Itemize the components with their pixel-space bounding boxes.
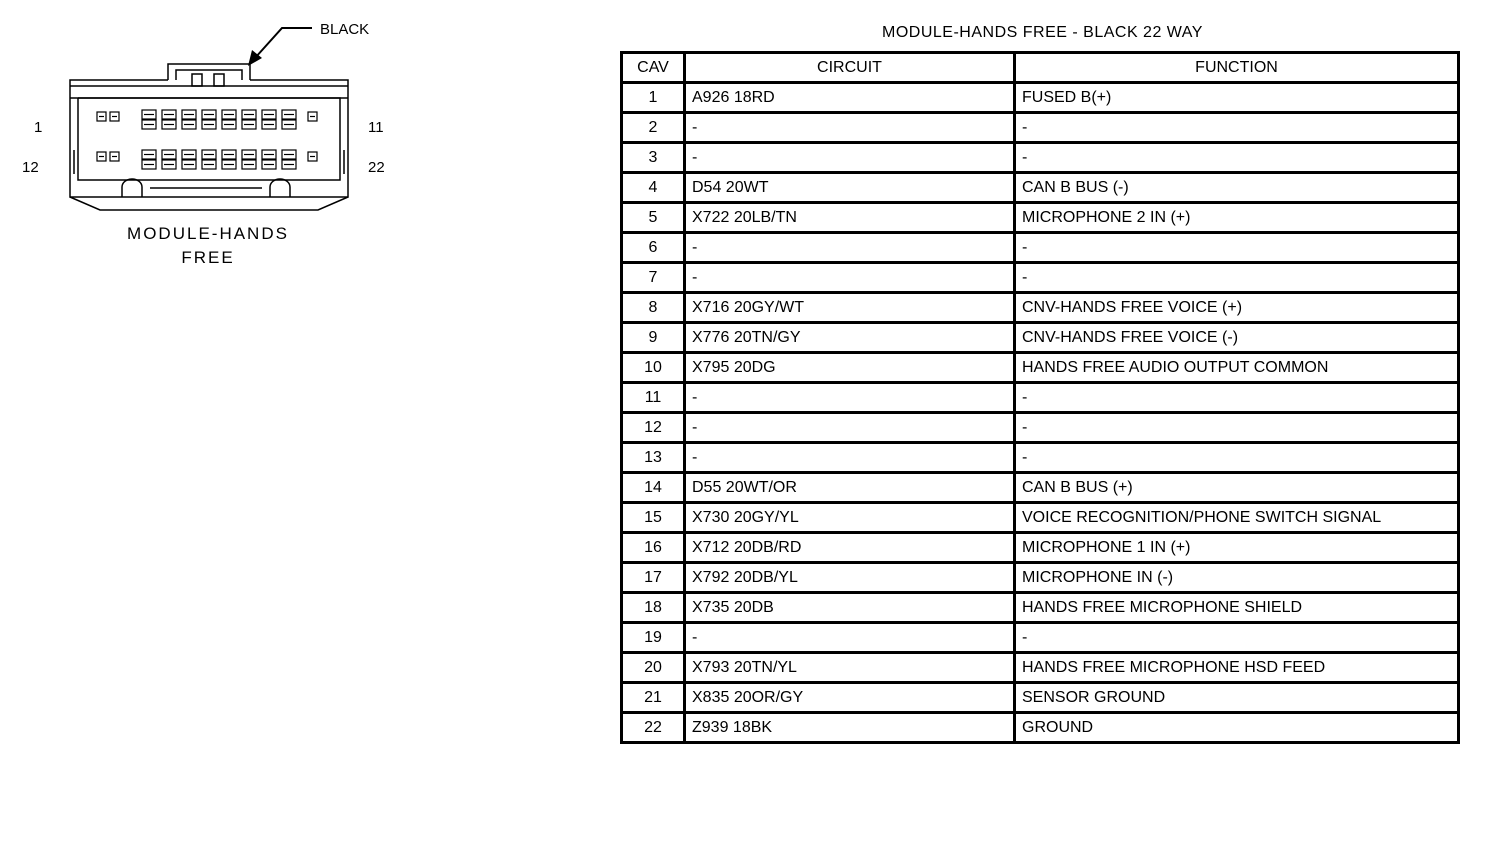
table-row: [622, 203, 1459, 233]
table-row: [622, 353, 1459, 383]
color-label: BLACK: [320, 21, 370, 38]
cell-circuit: Z939 18BK: [685, 713, 1015, 743]
cell-circuit: X712 20DB/RD: [685, 533, 1015, 563]
cell-function: -: [1015, 413, 1459, 443]
cell-circuit: X795 20DG: [685, 353, 1015, 383]
cell-cav: 11: [622, 383, 685, 413]
cell-cav: 13: [622, 443, 685, 473]
table-row: [622, 653, 1459, 683]
connector-name: [70, 222, 346, 270]
table-row: [622, 713, 1459, 743]
cell-circuit: -: [685, 413, 1015, 443]
cell-circuit: X776 20TN/GY: [685, 323, 1015, 353]
cell-function: FUSED B(+): [1015, 83, 1459, 113]
cell-function: CAN B BUS (+): [1015, 473, 1459, 503]
cell-function: -: [1015, 113, 1459, 143]
cell-circuit: X730 20GY/YL: [685, 503, 1015, 533]
cell-cav: 21: [622, 683, 685, 713]
cell-function: HANDS FREE AUDIO OUTPUT COMMON: [1015, 353, 1459, 383]
cell-function: VOICE RECOGNITION/PHONE SWITCH SIGNAL: [1015, 503, 1459, 533]
connector-latch: [168, 64, 250, 86]
cell-circuit: -: [685, 113, 1015, 143]
table-row: [622, 143, 1459, 173]
cell-cav: 22: [622, 713, 685, 743]
cell-function: GROUND: [1015, 713, 1459, 743]
cell-circuit: X716 20GY/WT: [685, 293, 1015, 323]
cell-function: SENSOR GROUND: [1015, 683, 1459, 713]
cell-function: CNV-HANDS FREE VOICE (-): [1015, 323, 1459, 353]
table-header-row: [622, 53, 1459, 83]
cell-function: CNV-HANDS FREE VOICE (+): [1015, 293, 1459, 323]
cell-function: CAN B BUS (-): [1015, 173, 1459, 203]
cell-cav: 10: [622, 353, 685, 383]
table-row: [622, 503, 1459, 533]
table-row: [622, 473, 1459, 503]
cell-cav: 9: [622, 323, 685, 353]
table-row: [622, 443, 1459, 473]
table-row: [622, 263, 1459, 293]
table-row: [622, 683, 1459, 713]
cell-cav: 1: [622, 83, 685, 113]
table-row: [622, 383, 1459, 413]
cell-circuit: X735 20DB: [685, 593, 1015, 623]
cell-function: -: [1015, 623, 1459, 653]
table-row: [622, 173, 1459, 203]
cell-function: -: [1015, 143, 1459, 173]
cell-function: HANDS FREE MICROPHONE SHIELD: [1015, 593, 1459, 623]
table-row: [622, 293, 1459, 323]
pin-label-1: 1: [34, 119, 43, 136]
cell-cav: 18: [622, 593, 685, 623]
connector-name-line2: FREE: [181, 248, 235, 267]
cell-cav: 7: [622, 263, 685, 293]
cell-circuit: -: [685, 623, 1015, 653]
cell-cav: 12: [622, 413, 685, 443]
cell-function: MICROPHONE IN (-): [1015, 563, 1459, 593]
cell-cav: 6: [622, 233, 685, 263]
pin-label-12: 12: [22, 159, 39, 176]
cell-cav: 5: [622, 203, 685, 233]
cell-circuit: X792 20DB/YL: [685, 563, 1015, 593]
pin-label-11: 11: [368, 119, 384, 136]
cell-circuit: -: [685, 383, 1015, 413]
cell-circuit: -: [685, 443, 1015, 473]
pin-label-22: 22: [368, 159, 385, 176]
table-row: [622, 323, 1459, 353]
cell-cav: 4: [622, 173, 685, 203]
header-function: FUNCTION: [1015, 53, 1459, 83]
cell-circuit: X793 20TN/YL: [685, 653, 1015, 683]
cell-circuit: X835 20OR/GY: [685, 683, 1015, 713]
cell-cav: 17: [622, 563, 685, 593]
cell-circuit: D55 20WT/OR: [685, 473, 1015, 503]
cell-cav: 15: [622, 503, 685, 533]
table-row: [622, 533, 1459, 563]
cell-circuit: X722 20LB/TN: [685, 203, 1015, 233]
header-cav: CAV: [622, 53, 685, 83]
pinout-table: [620, 51, 1460, 744]
cell-cav: 2: [622, 113, 685, 143]
cell-function: -: [1015, 443, 1459, 473]
cell-circuit: -: [685, 233, 1015, 263]
leader-line: [255, 28, 312, 58]
header-circuit: CIRCUIT: [685, 53, 1015, 83]
table-row: [622, 563, 1459, 593]
cell-cav: 3: [622, 143, 685, 173]
cell-circuit: D54 20WT: [685, 173, 1015, 203]
table-row: [622, 113, 1459, 143]
pin-cavities: [97, 110, 317, 169]
table-row: [622, 233, 1459, 263]
table-title: MODULE-HANDS FREE - BLACK 22 WAY: [882, 24, 1203, 41]
cell-cav: 8: [622, 293, 685, 323]
cell-cav: 16: [622, 533, 685, 563]
cell-circuit: -: [685, 263, 1015, 293]
cell-circuit: -: [685, 143, 1015, 173]
cell-function: -: [1015, 233, 1459, 263]
cell-cav: 14: [622, 473, 685, 503]
connector-name-line1: MODULE-HANDS: [127, 224, 289, 243]
table-row: [622, 623, 1459, 653]
cell-function: MICROPHONE 1 IN (+): [1015, 533, 1459, 563]
cell-circuit: A926 18RD: [685, 83, 1015, 113]
connector-body: [70, 80, 348, 210]
table-body: [622, 83, 1459, 743]
cell-function: -: [1015, 263, 1459, 293]
table-row: [622, 593, 1459, 623]
cell-cav: 20: [622, 653, 685, 683]
table-row: [622, 413, 1459, 443]
cell-cav: 19: [622, 623, 685, 653]
table-row: [622, 83, 1459, 113]
cell-function: HANDS FREE MICROPHONE HSD FEED: [1015, 653, 1459, 683]
cell-function: MICROPHONE 2 IN (+): [1015, 203, 1459, 233]
cell-function: -: [1015, 383, 1459, 413]
